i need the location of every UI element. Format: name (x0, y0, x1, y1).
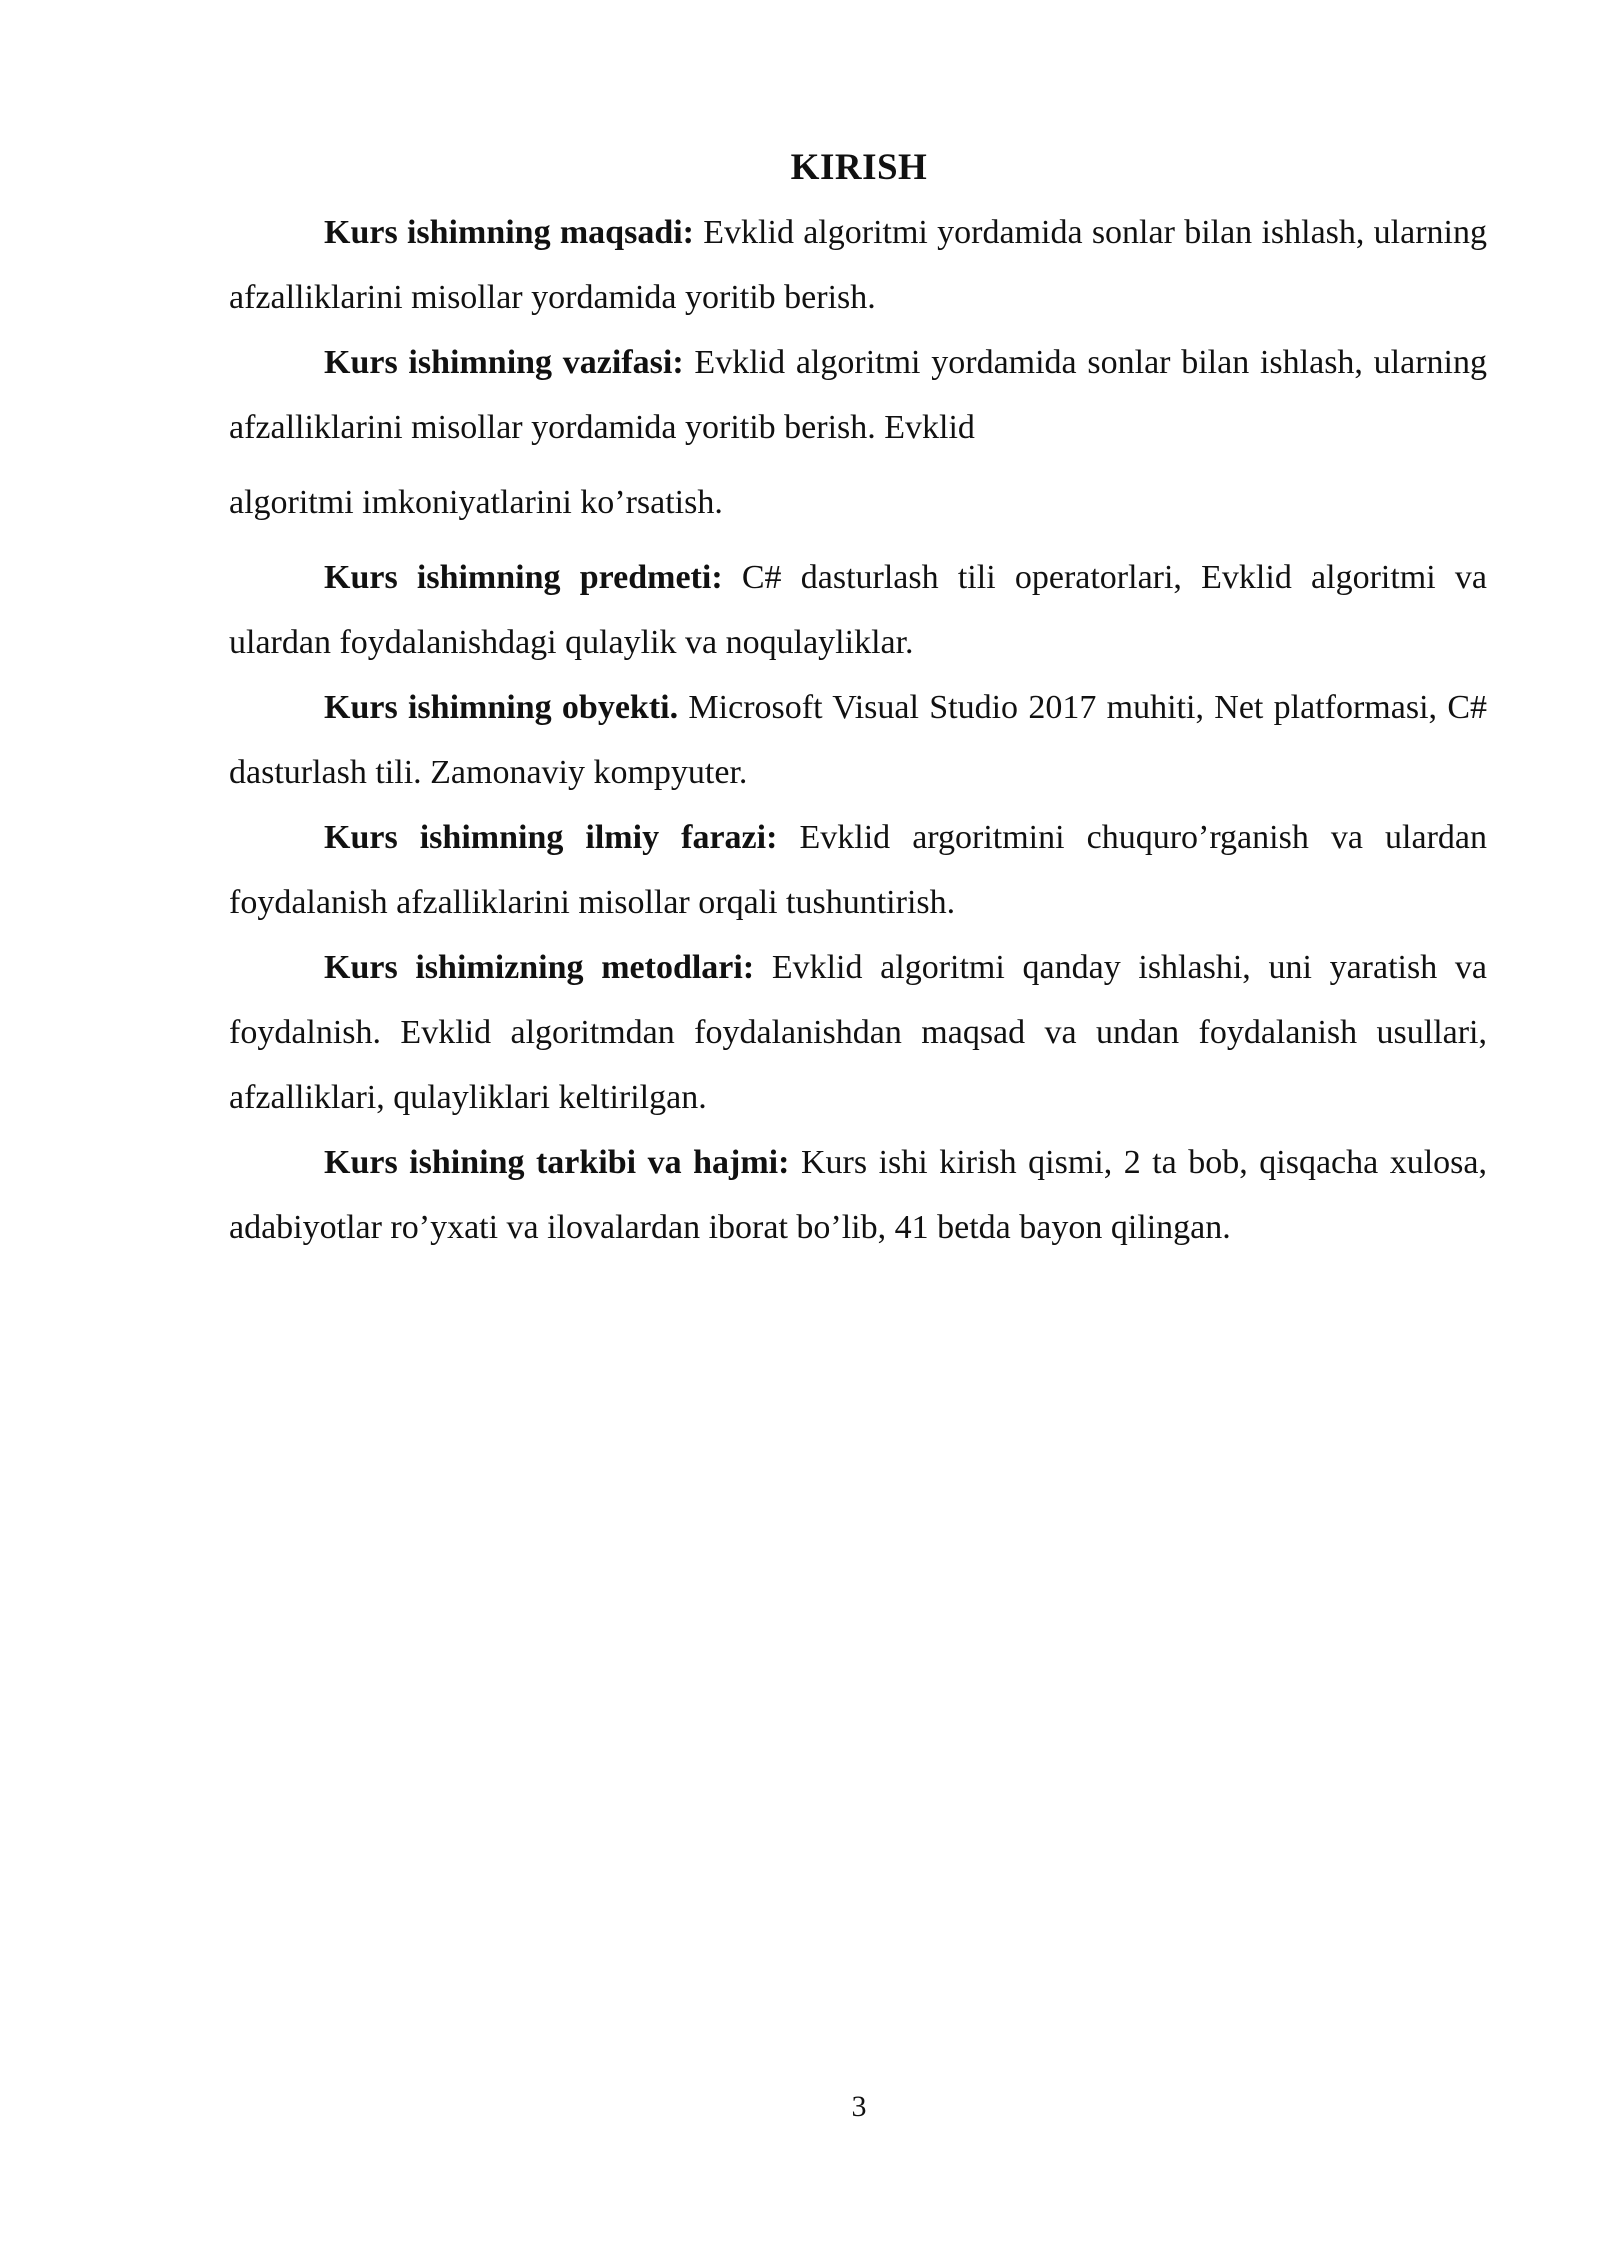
paragraph-ilmiy-farazi (229, 805, 1487, 935)
paragraph-label: Kurs ishimizning metodlari: (324, 949, 755, 986)
paragraph-text: Evklid algoritmi yordamida sonlar bilan ishlash, ularning afzalliklarini misollar yordamida yoritib berish. Evklid (229, 344, 1487, 446)
paragraph-label: Kurs ishining tarkibi va hajmi: (324, 1144, 790, 1181)
paragraph-first-part (229, 330, 1487, 460)
paragraph-metodlari (229, 935, 1487, 1130)
paragraph-text: Evklid algoritmi qanday ishlashi, uni yaratish va foydalnish. Evklid algoritmdan foydalanishdan maqsad va undan foydalanish usullari, afzalliklari, qulayliklari keltirilgan. (229, 949, 1487, 1116)
paragraph-predmeti (229, 545, 1487, 675)
paragraph-text: C# dasturlash tili operatorlari, Evklid algoritmi va ulardan foydalanishdagi qulaylik va noqulayliklar. (229, 559, 1488, 661)
paragraph-tarkibi (229, 1130, 1487, 1260)
paragraph-maqsadi (229, 200, 1487, 330)
paragraph-text: Evklid algoritmi yordamida sonlar bilan ishlash, ularning afzalliklarini misollar yordamida yoritib berish. (229, 214, 1487, 316)
paragraph-text: Evklid argoritmini chuquro’rganish va ulardan foydalanish afzalliklarini misollar orqali tushuntirish. (229, 819, 1487, 921)
paragraph-label: Kurs ishimning predmeti: (324, 559, 723, 596)
paragraph-label: Kurs ishimning obyekti. (324, 689, 679, 726)
paragraph-label: Kurs ishimning maqsadi: (324, 214, 694, 251)
paragraph-vazifasi (229, 330, 1487, 535)
paragraph-label: Kurs ishimning vazifasi: (324, 344, 684, 381)
paragraph-obyekti (229, 675, 1487, 805)
paragraph-tail: algoritmi imkoniyatlarini ko’rsatish. (229, 484, 723, 521)
page-number: 3 (851, 2090, 867, 2123)
page-heading: KIRISH (790, 147, 928, 188)
paragraph-label: Kurs ishimning ilmiy farazi: (324, 819, 778, 856)
paragraph-text: Microsoft Visual Studio 2017 muhiti, Net platformasi, C# dasturlash tili. Zamonaviy kompyuter. (229, 689, 1487, 791)
body-text (229, 200, 1487, 1260)
paragraph-text: Kurs ishi kirish qismi, 2 ta bob, qisqacha xulosa, adabiyotlar ro’yxati va ilovalardan iborat bo’lib, 41 betda bayon qilingan. (229, 1144, 1488, 1246)
